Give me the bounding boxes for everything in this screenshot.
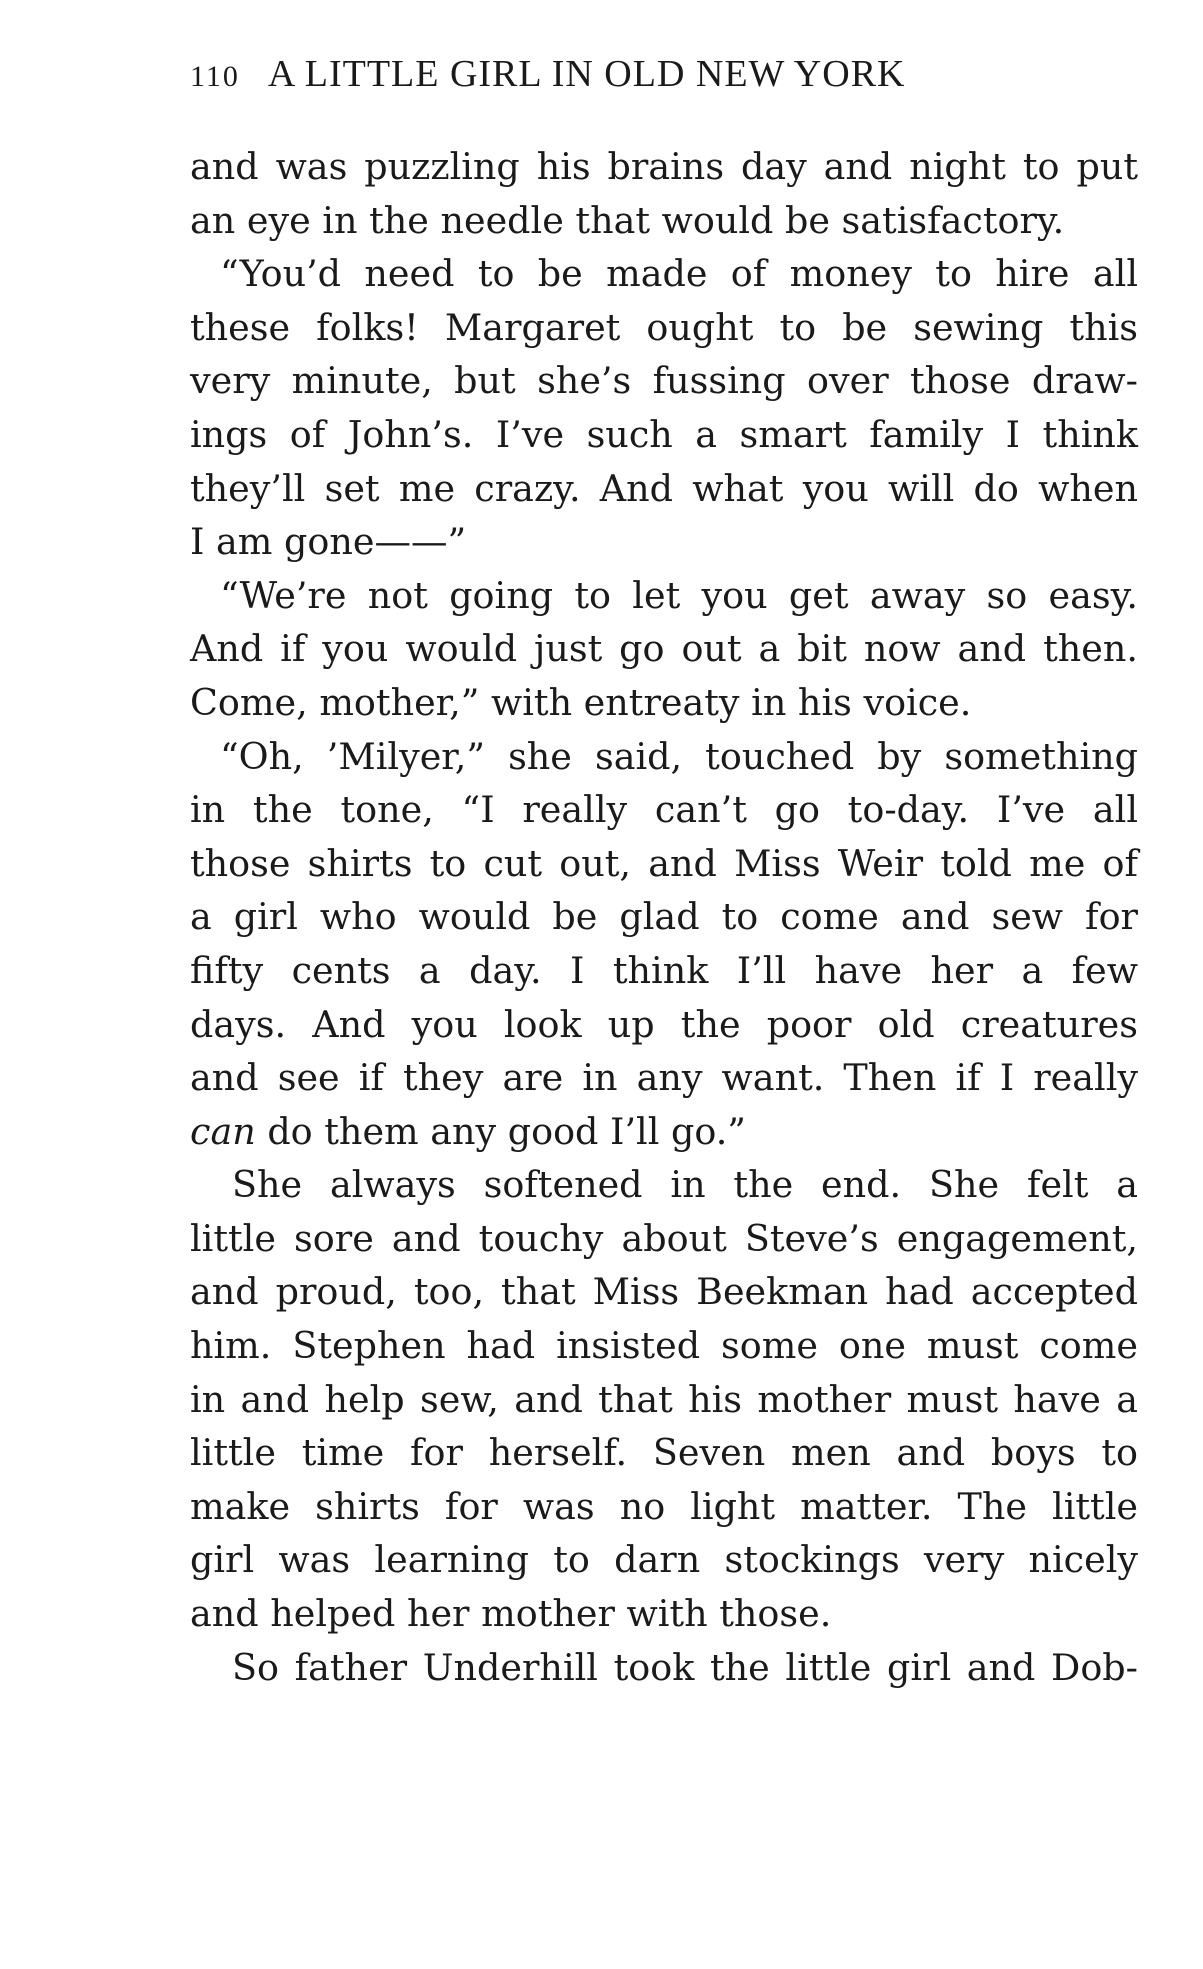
text-line: So father Underhill took the little girl and Dob-	[232, 1645, 1138, 1689]
text-line: fifty cents a day. I think I’ll have her a few	[190, 948, 1138, 992]
text-line: in the tone, “I really can’t go to-day. I’ve all	[190, 788, 1138, 832]
text-line: “We’re not going to let you get away so easy.	[220, 573, 1138, 617]
text-line: girl was learning to darn stockings very nicely	[190, 1538, 1138, 1582]
text-line: and was puzzling his brains day and night to put	[190, 145, 1138, 188]
text-line: a girl who would be glad to come and sew for	[190, 895, 1138, 939]
text-line: and see if they are in any want. Then if I really	[190, 1056, 1138, 1100]
text-line: these folks! Margaret ought to be sewing this	[190, 305, 1138, 349]
text-line: days. And you look up the poor old creatures	[190, 1002, 1138, 1046]
page-number: 110	[190, 60, 240, 93]
text-line: in and help sew, and that his mother must have a	[190, 1377, 1138, 1421]
text-line: and helped her mother with those.	[190, 1592, 832, 1636]
text-line: and proud, too, that Miss Beekman had accepted	[190, 1270, 1138, 1314]
running-title: A LITTLE GIRL IN OLD NEW YORK	[267, 53, 906, 95]
text-line: I am gone——”	[190, 520, 467, 564]
text-line: they’ll set me crazy. And what you will do when	[190, 466, 1138, 510]
text-line: him. Stephen had insisted some one must come	[190, 1324, 1138, 1368]
text-line: an eye in the needle that would be satisfactory.	[190, 198, 1065, 242]
text-line: very minute, but she’s fussing over those draw-	[190, 359, 1138, 403]
text-line: make shirts for was no light matter. The little	[190, 1484, 1138, 1528]
text-line: Come, mother,” with entreaty in his voice.	[190, 680, 972, 724]
text-line: little sore and touchy about Steve’s engagement,	[190, 1216, 1138, 1260]
text-line: “Oh, ’Milyer,” she said, touched by something	[220, 734, 1138, 778]
text-line: those shirts to cut out, and Miss Weir told me of	[190, 841, 1138, 885]
body-text	[190, 140, 1138, 1694]
text-line	[190, 1105, 1138, 1159]
italic-emphasis: can	[190, 1109, 256, 1153]
text-line: little time for herself. Seven men and boys to	[190, 1431, 1138, 1475]
text-line: And if you would just go out a bit now and then.	[190, 627, 1138, 671]
text-line: “You’d need to be made of money to hire all	[220, 252, 1138, 296]
text-line: She always softened in the end. She felt a	[232, 1163, 1138, 1207]
text-line: ings of John’s. I’ve such a smart family I think	[190, 412, 1138, 456]
text-fragment: do them any good I’ll go.”	[255, 1109, 746, 1153]
running-head	[190, 52, 1050, 100]
